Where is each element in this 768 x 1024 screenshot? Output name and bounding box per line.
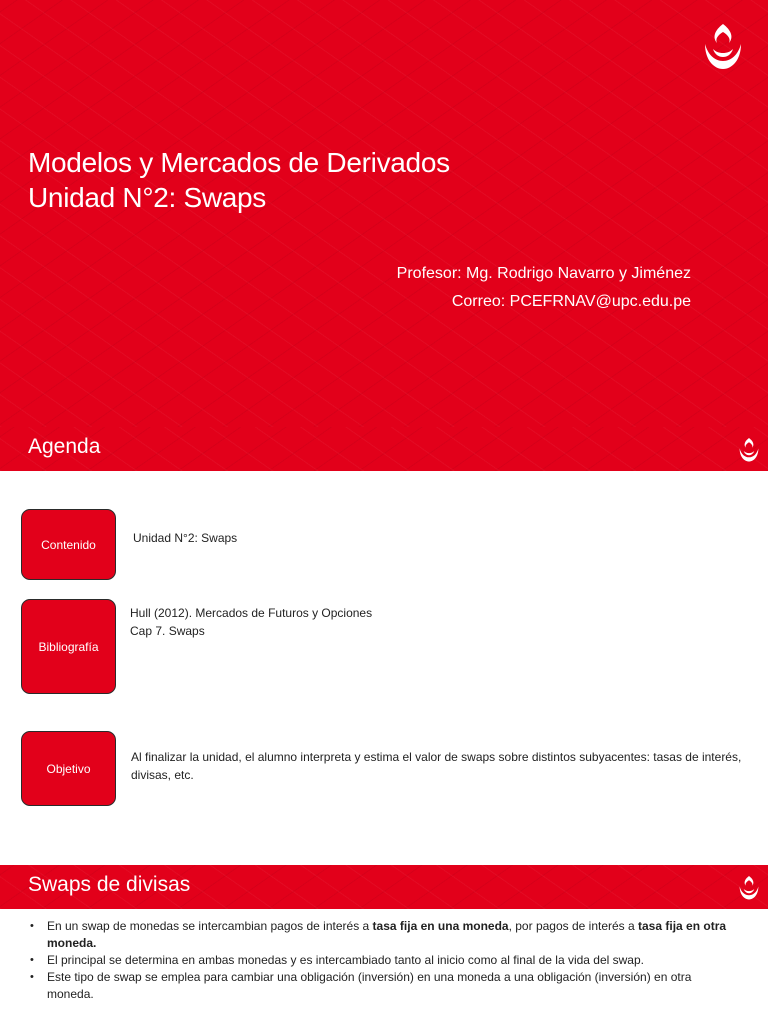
contenido-line: Unidad N°2: Swaps xyxy=(133,531,238,545)
bullet-1-bold-a: tasa fija en una moneda xyxy=(372,919,509,933)
swaps-header-bar xyxy=(0,865,768,909)
upc-logo-icon xyxy=(736,875,762,901)
bullet-1-text-b: , por pagos de interés a xyxy=(508,919,639,933)
professor-label: Profesor: Mg. Rodrigo Navarro y Jiménez xyxy=(396,265,691,282)
swaps-slide xyxy=(0,865,768,1024)
agenda-slide xyxy=(0,427,768,865)
main-title-line-1: Modelos y Mercados de Derivados xyxy=(28,147,450,178)
objetivo-tile: Objetivo xyxy=(21,731,116,806)
bibliografia-tile: Bibliografía xyxy=(21,599,116,694)
email-label: Correo: PCEFRNAV@upc.edu.pe xyxy=(451,293,691,310)
upc-logo-icon xyxy=(698,22,748,72)
agenda-title: Agenda xyxy=(28,435,101,458)
bullet-1-text-a: En un swap de monedas se intercambian pagos de interés a xyxy=(47,919,373,933)
swaps-bullet-2: • El principal se determina en ambas monedas y es intercambiado tanto al inicio como al final de la vida del swap. xyxy=(30,952,740,969)
bibliografia-line-2: Cap 7. Swaps xyxy=(130,624,205,638)
contenido-description xyxy=(133,529,237,547)
swaps-title: Swaps de divisas xyxy=(28,873,191,896)
main-title-line-2: Unidad N°2: Swaps xyxy=(28,182,266,213)
bibliografia-description xyxy=(130,604,372,640)
bibliografia-line-1: Hull (2012). Mercados de Futuros y Opciones xyxy=(130,606,373,620)
swaps-bullet-list xyxy=(30,918,740,1003)
swaps-bullet-3: • Este tipo de swap se emplea para cambiar una obligación (inversión) en una moneda a una obligación (inversión) en otra moneda. xyxy=(30,969,740,1003)
contenido-tile: Contenido xyxy=(21,509,116,580)
objetivo-description xyxy=(131,748,751,784)
agenda-header-bar xyxy=(0,427,768,471)
upc-logo-icon xyxy=(736,437,762,463)
swaps-bullet-1 xyxy=(30,918,740,952)
bullet-1-bold-b: tasa fija en otra moneda xyxy=(47,919,727,950)
bullet-1-period: . xyxy=(93,936,97,950)
title-slide xyxy=(0,0,768,427)
objetivo-line: Al finalizar la unidad, el alumno interpreta y estima el valor de swaps sobre distintos subyacentes: tasas de interés, divisas, etc. xyxy=(131,750,742,782)
